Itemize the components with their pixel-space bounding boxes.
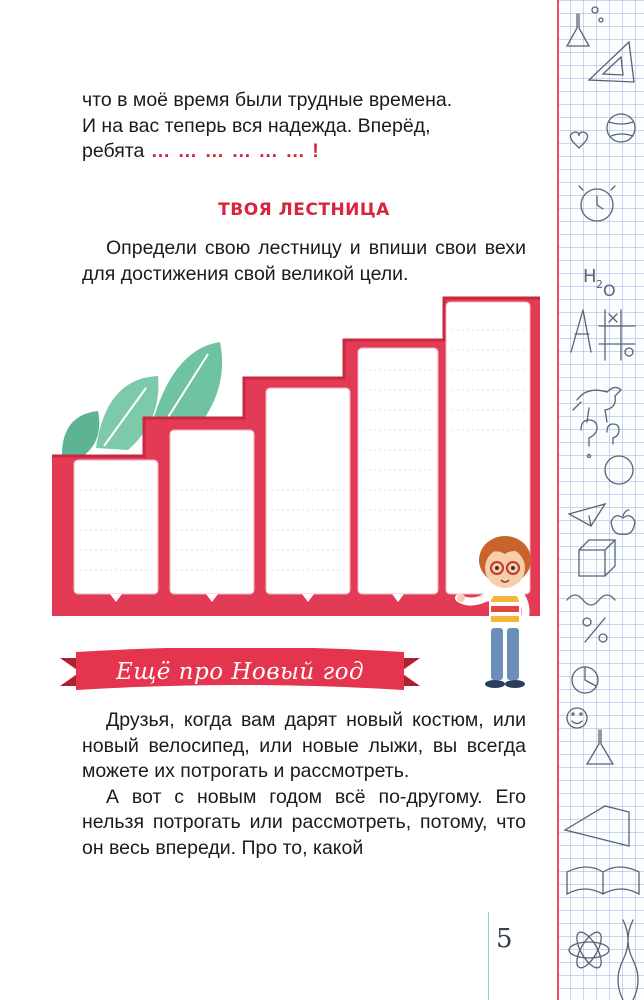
boy-illustration xyxy=(455,530,555,700)
intro-line-3-start: ребята xyxy=(82,140,145,162)
page-number: 5 xyxy=(496,924,513,954)
intro-line-2: И на вас теперь вся надежда. Вперёд, xyxy=(82,114,431,137)
instruction-paragraph xyxy=(82,236,526,287)
body-text xyxy=(82,708,526,861)
banner-title: Ещё про Новый год xyxy=(115,659,365,685)
svg-text:O: O xyxy=(603,281,616,300)
body-paragraph-2: А вот с новым годом всё по-другому. Его нельзя потрогать или рассмотреть, потому, что он весь впереди. Про то, какой xyxy=(82,785,526,859)
intro-line-1: что в моё время были трудные времена. xyxy=(82,89,453,111)
body-paragraph-1: Друзья, когда вам дарят новый костюм, или новый велосипед, или новые лыжи, вы всегда можете их потрогать и рассмотреть. xyxy=(82,709,526,782)
intro-paragraph xyxy=(82,88,526,165)
intro-line-3 xyxy=(82,139,526,165)
page-number-line xyxy=(488,912,489,1000)
blank-dots: … … … … … … ! xyxy=(144,140,320,162)
stair-box-2[interactable] xyxy=(170,430,254,594)
doodles-icon xyxy=(559,0,644,1000)
svg-text:2: 2 xyxy=(596,278,603,291)
stair-box-4[interactable] xyxy=(358,348,438,594)
svg-text:H: H xyxy=(583,266,597,287)
section-heading: ТВОЯ ЛЕСТНИЦА xyxy=(218,200,390,220)
instruction-text: Определи свою лестницу и впиши свои вехи для достижения свой великой цели. xyxy=(82,237,526,285)
stair-box-1[interactable] xyxy=(74,460,158,594)
stair-box-3[interactable] xyxy=(266,388,350,594)
